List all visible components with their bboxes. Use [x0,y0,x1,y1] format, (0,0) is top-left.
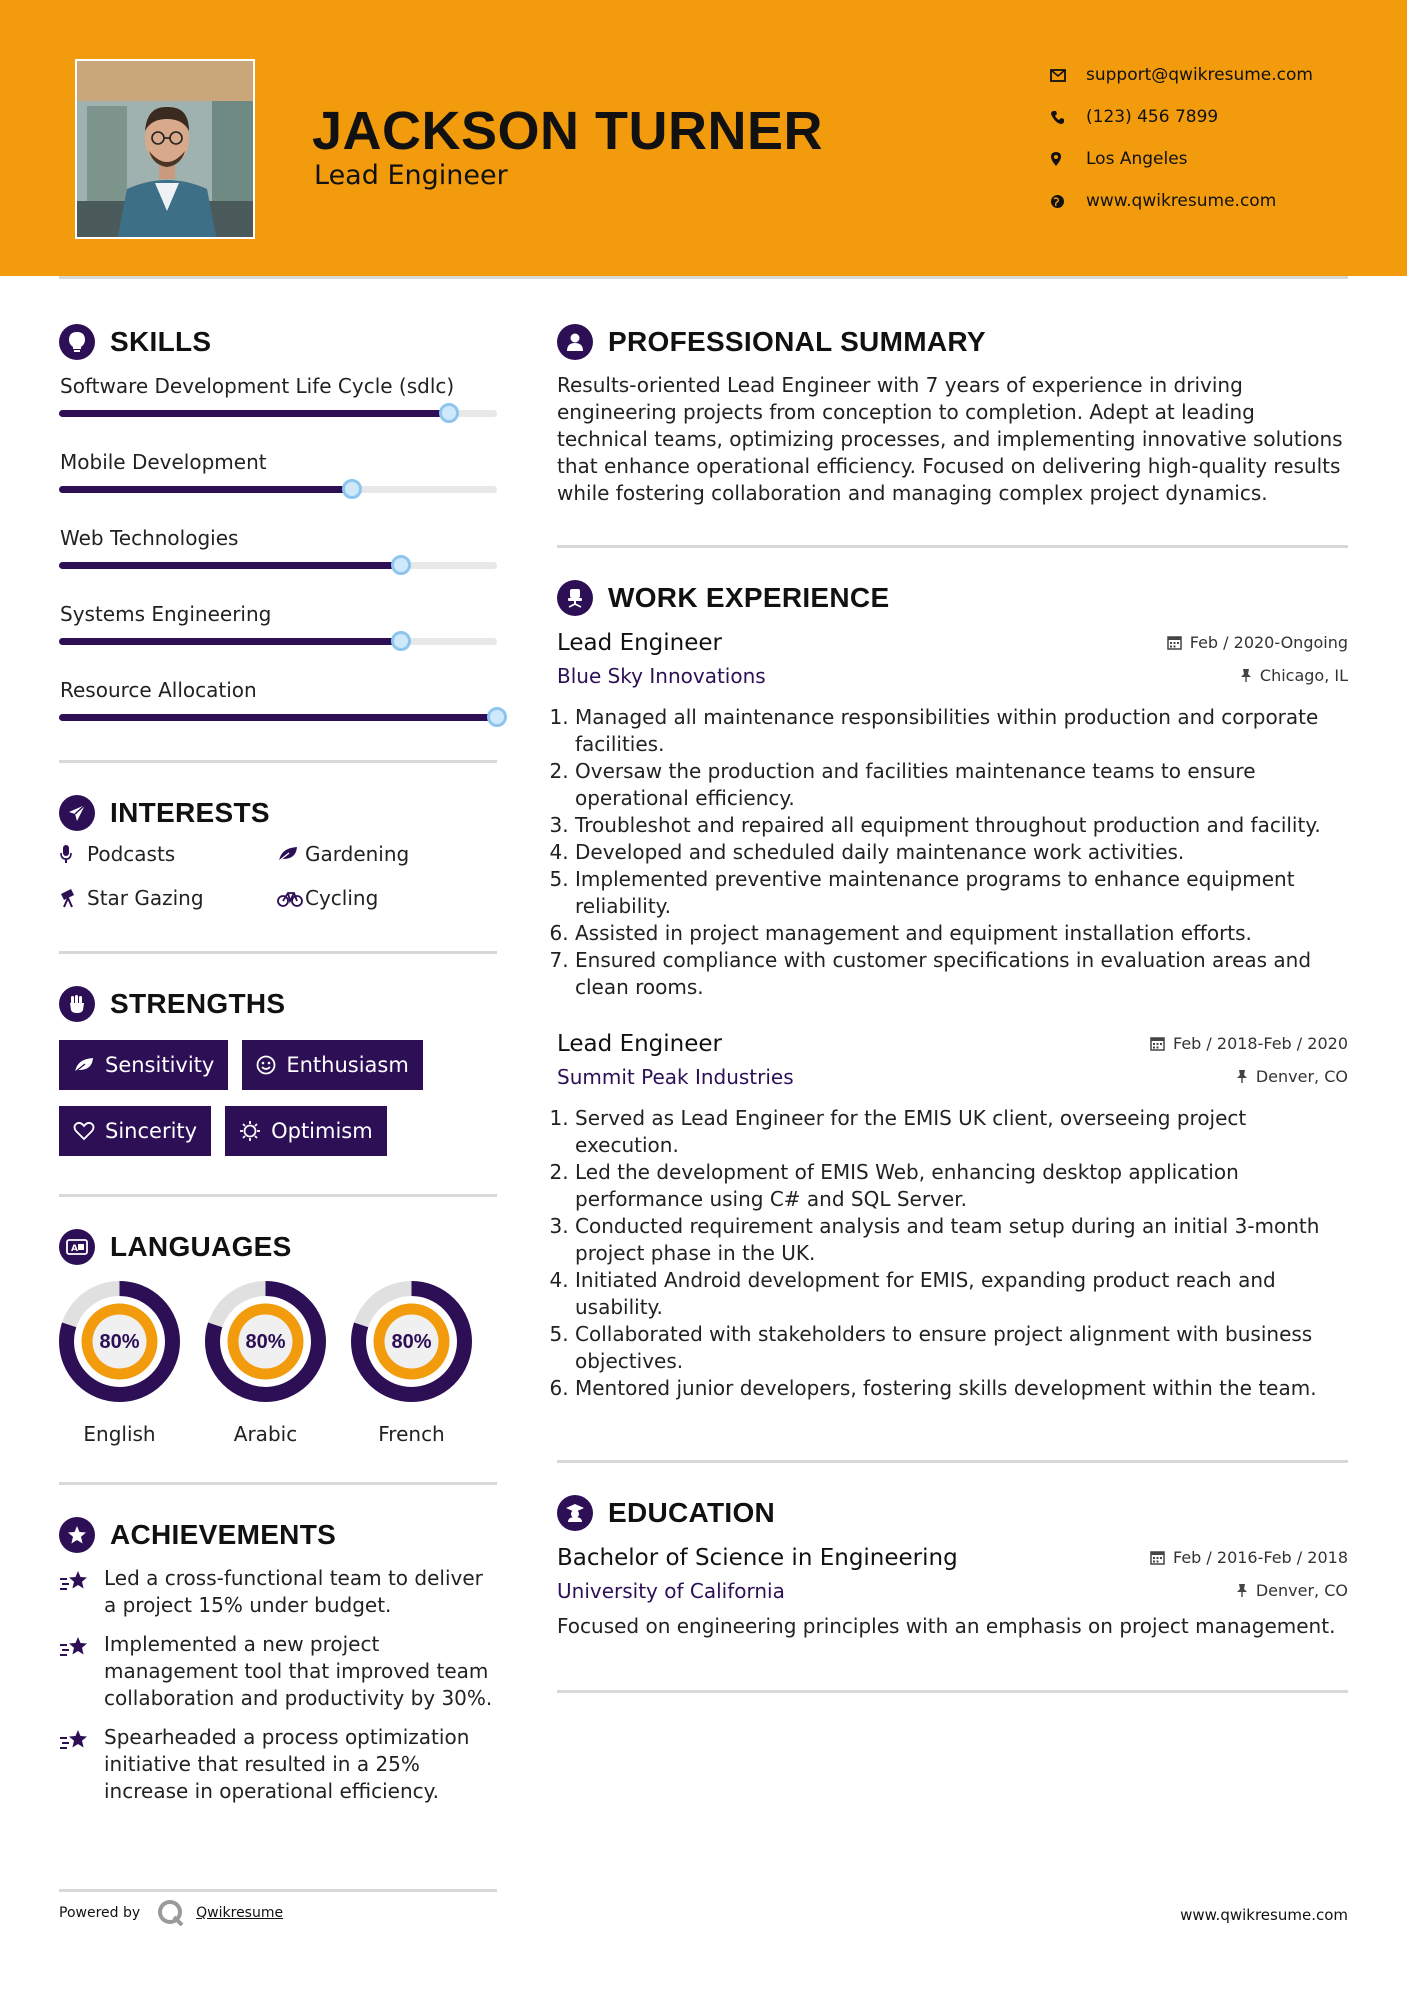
contact-email[interactable] [1050,54,1313,96]
section-divider [59,1194,497,1197]
footer-divider [59,1889,497,1892]
duty-item: 2. Oversaw the production and facilities maintenance teams to ensure operational efficiency. [575,758,1348,812]
skill-item [59,602,497,678]
strength-chip: Sincerity [59,1106,211,1156]
header-divider [59,276,1348,279]
envelope-icon [1050,65,1086,85]
company-name: Summit Peak Industries [557,1065,794,1089]
language-percent: 80% [245,1331,286,1353]
summary-heading: PROFESSIONAL SUMMARY [557,320,1348,364]
skill-bar [59,486,497,493]
right-column [557,320,1348,1693]
phone-icon [1050,107,1086,127]
globe-icon [1050,191,1086,211]
education-description: Focused on engineering principles with an emphasis on project management. [557,1614,1336,1638]
left-column [59,320,497,1805]
language-name: Arabic [233,1422,298,1446]
skill-level-knob[interactable] [439,403,459,423]
skill-name: Resource Allocation [60,678,257,702]
profile-photo [75,59,255,239]
contact-email-text: support@qwikresume.com [1086,65,1313,85]
svg-text:A: A [71,1244,78,1254]
bicycle-icon [277,889,305,907]
star-badge-icon [59,1517,95,1553]
shooting-star-icon [59,1565,104,1619]
duty-item: 6. Assisted in project management and equipment installation efforts. [575,920,1348,947]
job-entry [557,1031,1348,1402]
languages-heading: A LANGUAGES [59,1225,497,1269]
calendar-icon [1150,1036,1165,1051]
achievements-heading: ACHIEVEMENTS [59,1513,497,1557]
interest-item: Gardening [277,841,497,867]
education-dates: Feb / 2016-Feb / 2018 [1150,1548,1348,1567]
duty-item: 1. Served as Lead Engineer for the EMIS UK client, overseeing project execution. [575,1105,1348,1159]
map-pin-icon [1050,149,1086,169]
skill-item [59,450,497,526]
skill-bar-fill [59,562,401,569]
candidate-title: Lead Engineer [314,160,508,191]
school-name: University of California [557,1579,785,1603]
skill-bar-fill [59,714,497,721]
languages-list [59,1281,497,1446]
achievement-text: Spearheaded a process optimization initiative that resulted in a 25% increase in operational efficiency. [104,1725,470,1803]
skill-name: Software Development Life Cycle (sdlc) [60,374,455,398]
language-icon [59,1229,95,1265]
achievements-list [59,1565,497,1805]
education-heading: EDUCATION [557,1491,1348,1535]
duty-item: 2. Led the development of EMIS Web, enhancing desktop application performance using C# and SQL Server. [575,1159,1348,1213]
skill-bar [59,714,497,721]
smile-icon [256,1055,276,1075]
candidate-name: JACKSON TURNER [312,101,824,161]
strengths-heading: STRENGTHS [59,982,497,1026]
skills-heading: SKILLS [59,320,497,364]
skills-list [59,374,497,754]
interest-item: Star Gazing [59,885,277,911]
skill-bar-fill [59,410,449,417]
leaf-icon [73,1056,95,1074]
strength-chip: Sensitivity [59,1040,228,1090]
job-title: Lead Engineer [557,630,722,656]
language-item [351,1281,472,1446]
calendar-icon [1167,635,1182,650]
achievement-text: Led a cross-functional team to deliver a project 15% under budget. [104,1566,483,1617]
contact-location-text: Los Angeles [1086,149,1188,169]
duty-item: 5. Collaborated with stakeholders to ensure project alignment with business objectives. [575,1321,1348,1375]
interests-heading: INTERESTS [59,791,497,835]
duties-list [557,704,1348,1001]
user-icon [557,324,593,360]
contact-phone[interactable] [1050,96,1313,138]
strength-chip: Enthusiasm [242,1040,422,1090]
section-divider [59,951,497,954]
section-divider [557,545,1348,548]
pushpin-icon [1236,1069,1248,1084]
section-divider [557,1690,1348,1693]
office-chair-icon [557,580,593,616]
duty-item: 7. Ensured compliance with customer specifications in evaluation areas and clean rooms. [575,947,1348,1001]
leaf-icon [277,845,305,863]
section-divider [59,760,497,763]
contact-list [1050,54,1313,222]
language-percent: 80% [99,1331,140,1353]
skill-level-knob[interactable] [342,479,362,499]
skill-level-knob[interactable] [391,631,411,651]
heart-icon [73,1121,95,1141]
qwikresume-link[interactable]: Qwikresume [196,1905,284,1921]
education-location: Denver, CO [1236,1581,1348,1600]
duty-item: 6. Mentored junior developers, fostering skills development within the team. [575,1375,1348,1402]
fist-icon [59,986,95,1022]
language-percent: 80% [391,1331,432,1353]
duty-item: 1. Managed all maintenance responsibilities within production and corporate facilities. [575,704,1348,758]
experience-heading: WORK EXPERIENCE [557,576,1348,620]
language-level-ring [59,1281,180,1402]
strengths-list [59,1040,497,1156]
skill-item [59,526,497,602]
job-title: Lead Engineer [557,1031,722,1057]
graduate-icon [557,1495,593,1531]
skill-name: Systems Engineering [60,602,272,626]
contact-website[interactable] [1050,180,1313,222]
duty-item: 3. Conducted requirement analysis and team setup during an initial 3-month project phase in the UK. [575,1213,1348,1267]
duties-list [557,1105,1348,1402]
calendar-icon [1150,1550,1165,1565]
contact-location [1050,138,1313,180]
skill-name: Web Technologies [60,526,239,550]
degree: Bachelor of Science in Engineering [557,1545,958,1571]
language-item [59,1281,180,1446]
duty-item: 4. Initiated Android development for EMIS, expanding product reach and usability. [575,1267,1348,1321]
duty-item: 4. Developed and scheduled daily maintenance work activities. [575,839,1348,866]
language-name: French [378,1422,445,1446]
strength-chip: Optimism [225,1106,387,1156]
footer-powered-by: Powered by Qwikresume [59,1898,283,1928]
section-divider [59,1482,497,1485]
lightbulb-icon [59,324,95,360]
skill-level-knob[interactable] [487,707,507,727]
skill-item [59,374,497,450]
skill-item [59,678,497,754]
achievement-item [59,1724,497,1805]
duty-item: 3. Troubleshot and repaired all equipment throughout production and facility. [575,812,1348,839]
achievement-item [59,1565,497,1619]
summary-text: Results-oriented Lead Engineer with 7 years of experience in driving engineering projects from conception to completion. Adept at leading technical teams, optimizing processes, and implementing innovative solutions that enhance operational efficiency. Focused on delivering high-quality results while fostering collaboration and managing complex project dynamics. [557,373,1343,505]
qwikresume-logo-icon [156,1898,186,1928]
achievement-item [59,1631,497,1712]
skill-bar [59,562,497,569]
skill-level-knob[interactable] [391,555,411,575]
section-divider [557,1460,1348,1463]
language-level-ring [205,1281,326,1402]
company-name: Blue Sky Innovations [557,664,766,688]
language-level-ring [351,1281,472,1402]
duty-item: 5. Implemented preventive maintenance programs to enhance equipment reliability. [575,866,1348,920]
skill-name: Mobile Development [60,450,267,474]
paper-plane-icon [59,795,95,831]
contact-website-text: www.qwikresume.com [1086,191,1277,211]
interest-item: Podcasts [59,841,277,867]
shooting-star-icon [59,1631,104,1712]
resume-header [0,0,1407,276]
sun-icon [239,1120,261,1142]
language-item [205,1281,326,1446]
job-location: Chicago, IL [1240,666,1348,685]
interest-item: Cycling [277,885,497,911]
footer-website[interactable]: www.qwikresume.com [1180,1906,1348,1924]
job-dates: Feb / 2018-Feb / 2020 [1150,1034,1348,1053]
contact-phone-text: (123) 456 7899 [1086,107,1219,127]
skill-bar [59,638,497,645]
education-entry [557,1545,1348,1640]
microphone-icon [59,844,87,864]
telescope-icon [59,888,87,908]
skill-bar-fill [59,638,401,645]
interests-list [59,841,497,911]
language-name: English [83,1422,156,1446]
job-entry [557,630,1348,1001]
pushpin-icon [1240,668,1252,683]
achievement-text: Implemented a new project management tool that improved team collaboration and productivity by 30%. [104,1632,493,1710]
shooting-star-icon [59,1724,104,1805]
job-location: Denver, CO [1236,1067,1348,1086]
skill-bar [59,410,497,417]
skill-bar-fill [59,486,352,493]
pushpin-icon [1236,1583,1248,1598]
job-dates: Feb / 2020-Ongoing [1167,633,1348,652]
